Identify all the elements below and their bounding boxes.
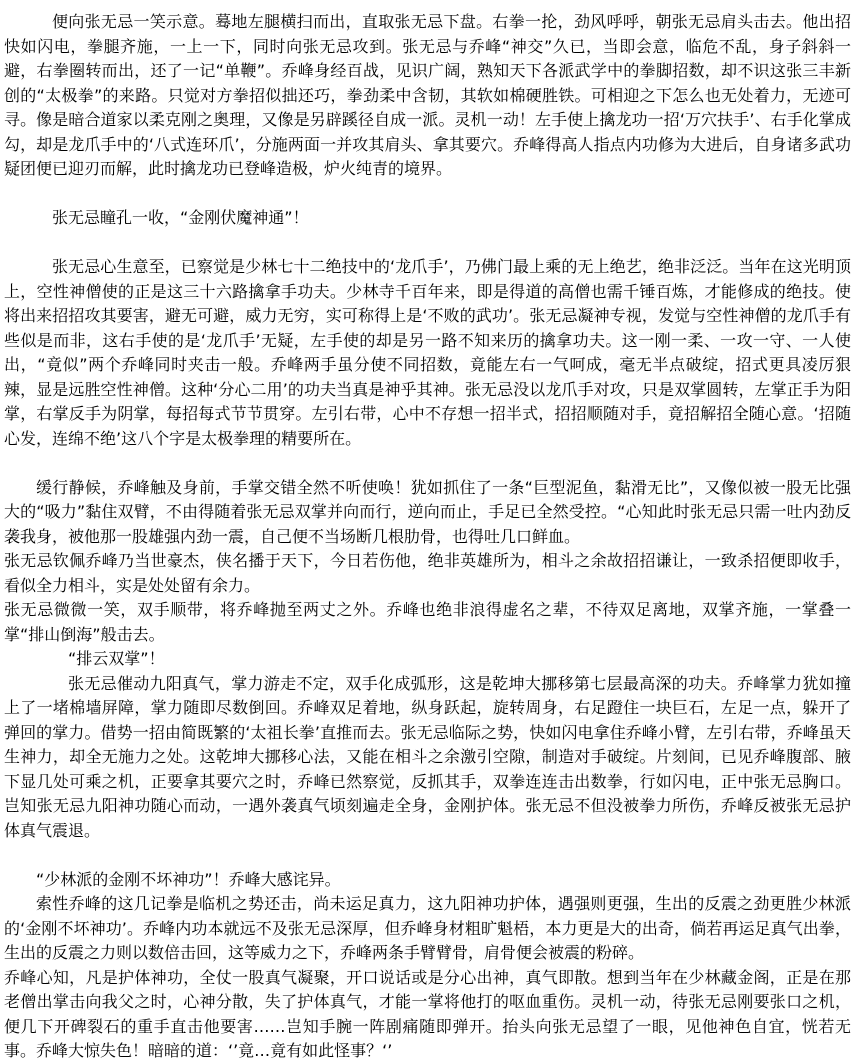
paragraph-5: 张无忌钦佩乔峰乃当世豪杰，侠名播于天下，今日若伤他，绝非英雄所为，相斗之余故招招谦让，一致杀招便即收手，看似全力相斗，实是处处留有余力。 — [4, 551, 851, 595]
paragraph-8: 张无忌催动九阳真气，掌力游走不定，双手化成弧形，这是乾坤大挪移第七层最高深的功夫。乔峰掌力犹如撞上了一堵棉墙屏障，掌力随即尽数倒回。乔峰双足着地，纵身跃起，旋转周身，右足蹬住一块巨石，左足一点，躲开了弹回的掌力。借势一招由简既繁的‘太祖长拳’直推而去。张无忌临际之势，快如闪电拿住乔峰小臂，左引右带，乔峰虽天生神力，却全无施力之处。这乾坤大挪移心法，又能在相斗之余激引空隙，制造对手破绽。片刻间，已见乔峰腹部、腋下显几处可乘之机，正要拿其要穴之时，乔峰已然察觉，反抓其手，双拳连连击出数拳，行如闪电，正中张无忌胸口。岂知张无忌九阳神功随心而动，一遇外袭真气顷刻遍走全身，金刚护体。张无忌不但没被拳力所伤，乔峰反被张无忌护体真气震退。 — [4, 673, 851, 840]
paragraph-3: 张无忌心生意至，已察觉是少林七十二绝技中的‘龙爪手’，乃佛门最上乘的无上绝艺，绝非泛泛。当年在这光明顶上，空性神僧使的正是这三十六路擒拿手功夫。少林寺千百年来，即是得道的高僧也需千锤百炼，才能修成的绝技。使将出来招招攻其要害，避无可避，威力无穷，实可称得上是‘不败的武功’。张无忌凝神专视，发觉与空性神僧的龙爪手有些似是而非，这右手使的是‘龙爪手’无疑，左手使的却是另一路不知来历的擒拿功夫。这一刚一柔、一攻一守、一人使出，“竟似”两个乔峰同时夹击一般。乔峰两手虽分使不同招数，竟能左右一气呵成，毫无半点破绽，招式更具凌厉狠辣，显是远胜空性神僧。这种‘分心二用’的功夫当真是神乎其神。张无忌没以龙爪手对攻，只是双掌圆转，左掌正手为阳掌，右掌反手为阴掌，每招每式节节贯穿。左引右带，心中不存想一招半式，招招顺随对手，竟招解招全随心意。‘招随心发，连绵不绝’这八个字是太极拳理的精要所在。 — [4, 257, 851, 448]
paragraph-1: 便向张无忌一笑示意。蓦地左腿横扫而出，直取张无忌下盘。右拳一抡，劲风呼呼，朝张无忌肩头击去。他出招快如闪电，拳腿齐施，一上一下，同时向张无忌攻到。张无忌与乔峰“神交”久已，当即会意，临危不乱，身子斜斜一避，右拳圈转而出，还了一记“单鞭”。乔峰身经百战，见识广阔，熟知天下各派武学中的拳脚招数，却不识这张三丰新创的“太极拳”的来路。只觉对方拳招似拙还巧，拳劲柔中含韧，其软如棉硬胜铁。可相迎之下怎么也无处着力，无迹可寻。像是暗合道家以柔克刚之奥理，又像是另辟蹊径自成一派。灵机一动！左手使上擒龙功一招‘万穴扶手’、右手化掌成勾，却是龙爪手中的‘八式连环爪’，分施两面一并攻其肩头、拿其要穴。乔峰得高人指点内功修为大进后，自身诸多武功疑团便已迎刃而解，此时擒龙功已登峰造极，炉火纯青的境界。 — [4, 12, 851, 178]
paragraph-7: “排云双掌”！ — [68, 649, 165, 668]
paragraph-9: “少林派的金刚不坏神功”！乔峰大感诧异。 — [36, 869, 341, 889]
paragraph-2: 张无忌瞳孔一收，“金刚伏魔神通”！ — [52, 208, 309, 227]
paragraph-11: 乔峰心知，凡是护体神功，全仗一股真气凝聚，开口说话或是分心出神，真气即散。想到当年在少林藏金阁，正是在那老僧出掌击向我父之时，心神分散，失了护体真气，才能一掌将他打的呕血重伤。灵机一动，待张无忌刚要张口之机，便几下开碑裂石的重手直击他要害……岂知手腕一阵剧痛随即弹开。抬头向张无忌望了一眼，见他神色自宜，恍若无事。乔峰大惊失色！暗暗的道：‘’竟…竟有如此怪事？‘’ — [4, 967, 851, 1060]
paragraph-10: 索性乔峰的这几记拳是临机之势还击，尚未运足真力，这九阳神功护体，遇强则更强，生出的反震之劲更胜少林派的‘金刚不坏神功’。乔峰内功本就远不及张无忌深厚，但乔峰身材粗旷魁梧，本力更是大的出奇，倘若再运足真气出拳，生出的反震之力则以数倍击回，这等威力之下，乔峰两条手臂臂骨，肩骨便会被震的粉碎。 — [4, 894, 851, 962]
paragraph-4: 缓行静候，乔峰触及身前，手掌交错全然不听使唤！犹如抓住了一条“巨型泥鱼，黏滑无比”，又像似被一股无比强大的“吸力”黏住双臂，不由得随着张无忌双掌并向而行，逆向而止，手足已全然受控。“心知此时张无忌只需一吐内劲反袭我身，被他那一股雄强内劲一震，自己便不当场断几根肋骨，也得吐几口鲜血。 — [4, 477, 851, 546]
paragraph-6: 张无忌微微一笑，双手顺带，将乔峰抛至两丈之外。乔峰也绝非浪得虚名之辈，不待双足离地，双掌齐施，一掌叠一掌“排山倒海”般击去。 — [4, 600, 851, 644]
novel-text-page — [4, 10, 851, 1064]
